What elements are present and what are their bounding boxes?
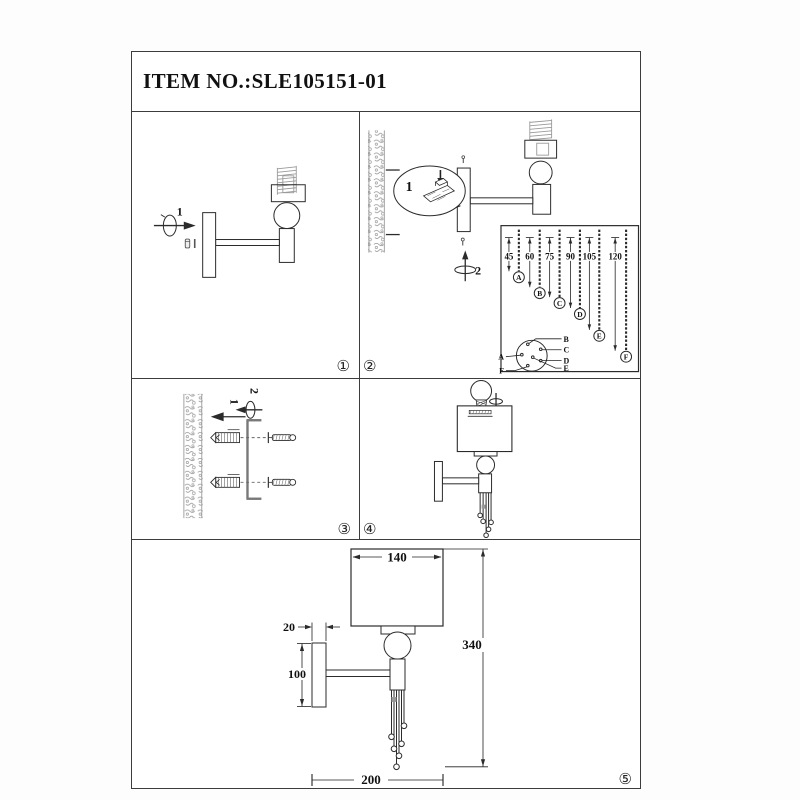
wall-plate xyxy=(434,461,442,501)
screw-bottom xyxy=(461,238,464,245)
svg-text:F: F xyxy=(623,352,629,362)
sheet-frame xyxy=(131,51,641,789)
panel-step-5 xyxy=(132,540,640,790)
panel-step-4 xyxy=(360,379,640,539)
svg-text:90: 90 xyxy=(566,251,575,262)
step-5-badge: ⑤ xyxy=(618,770,632,788)
step-2-badge: ② xyxy=(363,357,377,375)
svg-text:A: A xyxy=(498,352,504,362)
dim-total-height xyxy=(444,549,489,767)
ball-joint xyxy=(529,161,552,184)
svg-text:A: A xyxy=(516,273,522,283)
ball-joint xyxy=(477,456,495,474)
row-3 xyxy=(132,540,640,790)
lamp-on-wall xyxy=(457,119,556,231)
rotate-up-icon xyxy=(455,250,476,281)
push-arrow-icon xyxy=(211,412,246,421)
svg-text:120: 120 xyxy=(608,251,622,262)
dimension-drawing xyxy=(132,540,639,788)
lamp-arm xyxy=(216,240,280,246)
lamp-arm xyxy=(442,478,478,484)
panel-step-2 xyxy=(360,112,640,378)
svg-text:F: F xyxy=(499,366,504,376)
chain-length-inset xyxy=(498,226,638,376)
row-2 xyxy=(132,379,640,540)
lamp-arm xyxy=(326,670,390,677)
step-4-drawing xyxy=(360,379,639,537)
hanging-rods xyxy=(478,493,493,538)
step-3-drawing xyxy=(132,379,358,537)
wall-anchor-bottom xyxy=(211,474,240,487)
mounting-bracket xyxy=(246,420,261,499)
svg-text:105: 105 xyxy=(582,251,597,262)
svg-text:100: 100 xyxy=(288,667,306,681)
svg-text:C: C xyxy=(556,298,563,308)
step-1-drawing xyxy=(132,112,358,376)
action-2-label: 2 xyxy=(247,387,262,394)
callout-number: 1 xyxy=(405,179,413,195)
wall-strip xyxy=(183,394,203,518)
svg-text:45: 45 xyxy=(504,251,514,262)
dim-total-depth xyxy=(312,772,443,787)
terminal-callout xyxy=(394,166,465,216)
lamp-socket xyxy=(271,185,305,202)
step-3-badge: ③ xyxy=(337,520,351,538)
svg-text:60: 60 xyxy=(525,251,535,262)
bulb-base-threads xyxy=(277,166,296,195)
svg-text:E: E xyxy=(596,331,602,341)
rotate-arrow-icon xyxy=(154,215,196,236)
svg-text:B: B xyxy=(537,288,543,298)
svg-text:D: D xyxy=(563,356,570,366)
lamp-body xyxy=(390,659,405,690)
lamp-body xyxy=(533,184,551,214)
svg-text:340: 340 xyxy=(462,637,482,652)
screw-top xyxy=(462,156,465,163)
dim-plate-depth xyxy=(283,620,340,641)
lamp-body xyxy=(279,229,294,263)
step-4-badge: ④ xyxy=(363,520,377,538)
action-1-label: 1 xyxy=(176,204,183,219)
mounting-screw-top xyxy=(268,432,295,443)
wall-anchor-top xyxy=(211,430,240,443)
svg-text:20: 20 xyxy=(283,620,295,634)
light-bulb xyxy=(471,381,492,409)
step-2-drawing xyxy=(360,112,639,376)
svg-text:200: 200 xyxy=(361,772,381,787)
svg-text:E: E xyxy=(563,364,569,374)
shade-neck xyxy=(474,452,497,456)
wall-plate xyxy=(203,213,216,278)
ball-joint xyxy=(384,632,411,659)
svg-text:75: 75 xyxy=(545,251,555,262)
grub-screws xyxy=(185,239,194,248)
hanging-rods xyxy=(389,690,407,770)
ball-joint xyxy=(274,203,300,229)
svg-text:B: B xyxy=(563,334,569,344)
lamp-shade xyxy=(457,406,512,452)
row-1 xyxy=(132,112,640,379)
dim-plate-height xyxy=(284,644,311,707)
wall-plate xyxy=(312,643,326,707)
svg-text:D: D xyxy=(577,309,583,319)
lamp-arm xyxy=(470,198,533,204)
action-2-label: 2 xyxy=(475,263,482,278)
step-1-badge: ① xyxy=(336,357,350,375)
action-1-label: 1 xyxy=(227,398,242,405)
svg-text:140: 140 xyxy=(387,549,407,565)
panel-step-1 xyxy=(132,112,360,378)
svg-text:C: C xyxy=(563,345,570,355)
mounting-screw-bottom xyxy=(268,477,295,488)
item-number: ITEM NO.:SLE105151-01 xyxy=(143,69,388,93)
panel-step-3 xyxy=(132,379,360,539)
lamp-body xyxy=(479,474,492,493)
title-bar xyxy=(132,52,640,112)
wall-strip xyxy=(368,130,385,252)
